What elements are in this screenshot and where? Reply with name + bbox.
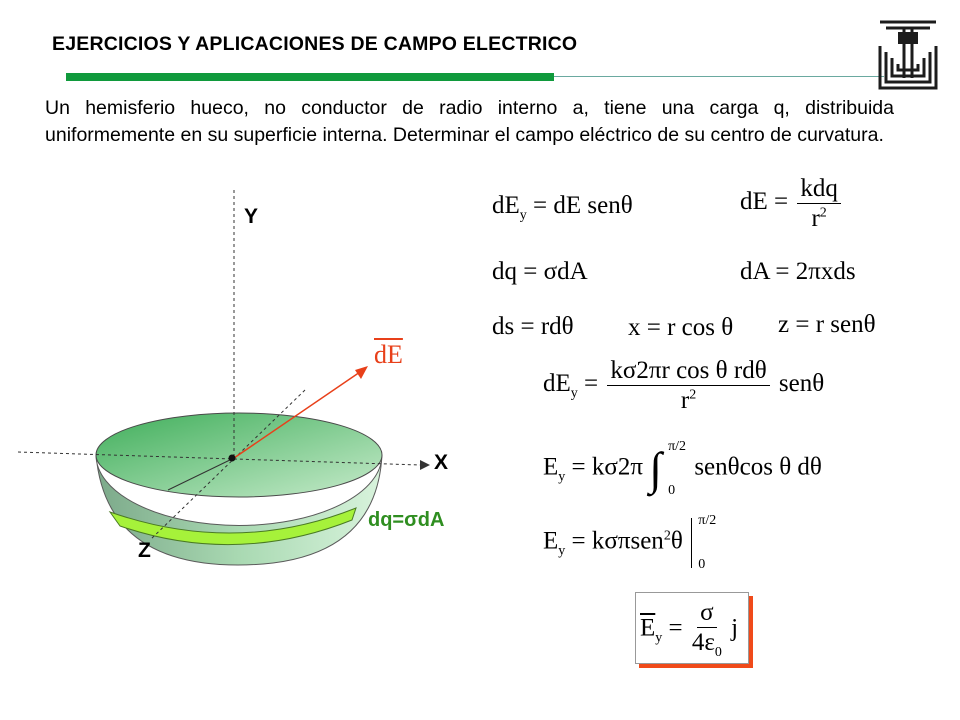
eq2-denominator: r bbox=[811, 205, 820, 232]
charge-element-label: dq=σdA bbox=[368, 509, 445, 531]
eq1-lhs: dE bbox=[492, 192, 520, 219]
eq9-rhs: = kσ2π bbox=[571, 453, 643, 481]
result-sub: y bbox=[655, 630, 663, 646]
equation-dey-expanded bbox=[543, 358, 824, 413]
result-lhs: $\overline{E}$ bbox=[640, 614, 656, 642]
eq8-sub: y bbox=[570, 386, 578, 402]
eq2-numerator: kdq bbox=[797, 176, 841, 204]
eq1-rhs: = dE senθ bbox=[533, 192, 633, 219]
eq8-denominator: r bbox=[680, 387, 690, 414]
eq8-fraction bbox=[607, 358, 769, 413]
eq10-limits bbox=[698, 514, 716, 572]
equation-ds: ds = rdθ bbox=[492, 313, 574, 340]
field-vector-arrowhead bbox=[355, 366, 368, 379]
equation-z: z = r senθ bbox=[778, 311, 876, 338]
field-vector-label bbox=[374, 340, 403, 370]
x-axis-arrow bbox=[420, 460, 430, 470]
eq10-exp: 2 bbox=[663, 528, 671, 544]
eq8-numerator: kσ2πr cos θ rdθ bbox=[607, 358, 769, 386]
eq8-equals: = bbox=[584, 370, 599, 398]
eq8-denominator-exp: 2 bbox=[689, 387, 697, 403]
eq9-lower-limit: 0 bbox=[668, 483, 676, 498]
result-unit-vector: j bbox=[731, 614, 739, 642]
equation-ey-evaluated bbox=[543, 514, 718, 572]
institution-logo-icon bbox=[874, 18, 942, 94]
equation-dq: dq = σdA bbox=[492, 258, 588, 285]
page-title: EJERCICIOS Y APLICACIONES DE CAMPO ELECTRICO bbox=[52, 33, 578, 55]
problem-statement: Un hemisferio hueco, no conductor de radio interno a, tiene una carga q, distribuida uniformemente en su superficie interna. Determinar el campo eléctrico de su centro de curvatura. bbox=[45, 97, 894, 146]
evaluation-bar bbox=[691, 518, 692, 568]
eq9-limits bbox=[668, 440, 686, 498]
eq10-sub: y bbox=[558, 543, 566, 559]
equation-result bbox=[640, 600, 738, 660]
result-fraction bbox=[692, 600, 722, 660]
result-numerator: σ bbox=[697, 600, 716, 628]
eq10-lower-limit: 0 bbox=[698, 557, 706, 572]
equation-x: x = r cos θ bbox=[628, 314, 734, 341]
title-rule-thin bbox=[554, 76, 884, 77]
z-axis-label: Z bbox=[138, 539, 151, 562]
equation-da: dA = 2πxds bbox=[740, 258, 856, 285]
equation-ey-integral bbox=[543, 440, 822, 498]
eq2-lhs: dE = bbox=[740, 188, 789, 216]
eq2-denominator-exp: 2 bbox=[819, 205, 827, 221]
eq8-tail: senθ bbox=[778, 370, 825, 398]
eq10-tail: θ bbox=[670, 527, 683, 555]
eq10-rhs: = kσπsen bbox=[571, 527, 664, 555]
center-point bbox=[229, 455, 236, 462]
eq9-sub: y bbox=[558, 469, 566, 485]
result-equals: = bbox=[668, 614, 683, 642]
eq2-fraction bbox=[797, 176, 841, 231]
integral-sign-icon: ∫ bbox=[649, 443, 662, 494]
equation-dey bbox=[492, 193, 633, 223]
eq9-upper-limit: π/2 bbox=[668, 439, 687, 454]
eq10-upper-limit: π/2 bbox=[698, 513, 717, 528]
result-denominator-sub: 0 bbox=[714, 645, 722, 660]
y-axis-label: Y bbox=[244, 205, 259, 228]
eq9-integrand: senθcos θ dθ bbox=[694, 453, 822, 481]
eq1-sub: y bbox=[519, 208, 527, 223]
equation-de bbox=[740, 176, 844, 231]
field-vector-text: $\overline{dE}$ bbox=[374, 340, 403, 369]
eq9-lhs: E bbox=[543, 453, 559, 481]
x-axis-label: X bbox=[434, 451, 449, 474]
result-denominator: 4ε bbox=[691, 629, 715, 656]
eq10-lhs: E bbox=[543, 527, 559, 555]
eq8-lhs: dE bbox=[543, 370, 571, 398]
